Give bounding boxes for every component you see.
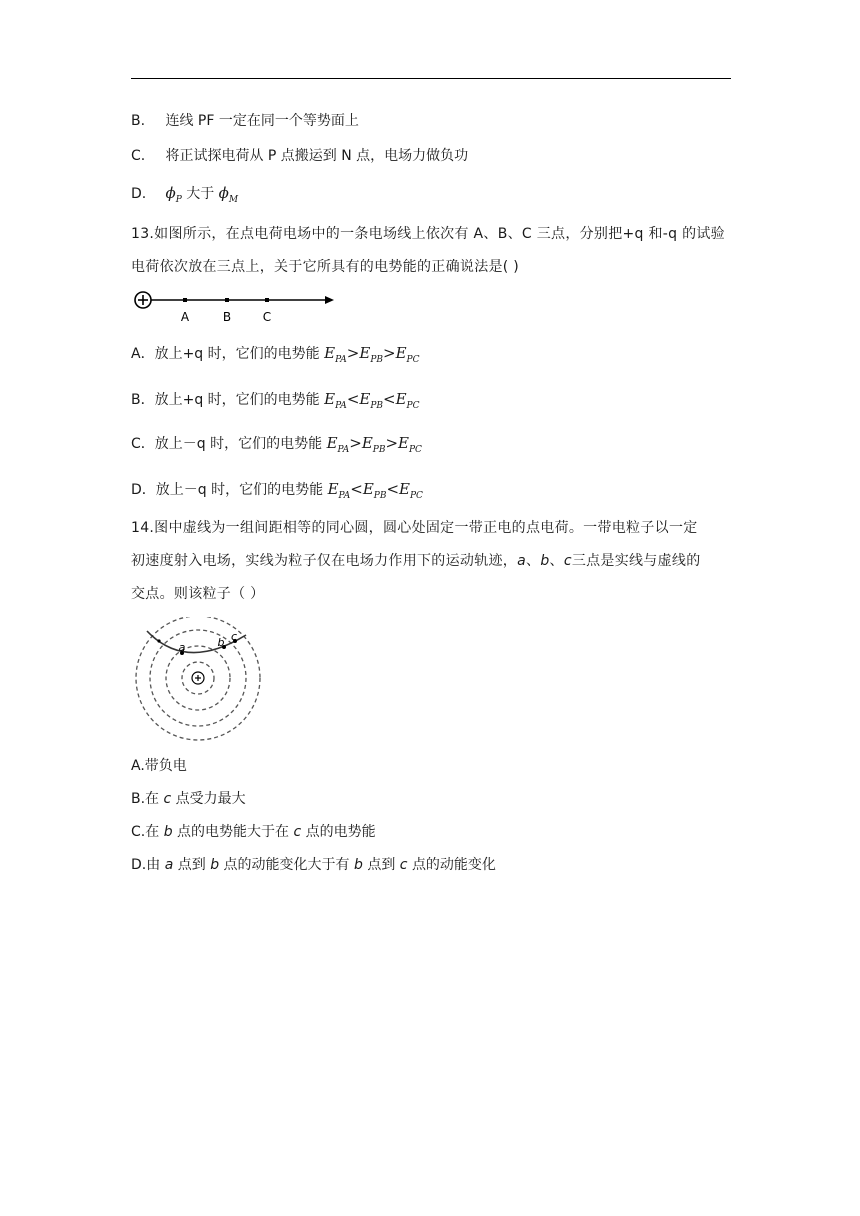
point-b-marker (225, 298, 229, 302)
relation: > (346, 344, 360, 362)
q13-stem-line-1: 13.如图所示，在点电荷电场中的一条电场线上依次有 A、B、C 三点，分别把+q 和-q 的试验 (131, 226, 725, 242)
option-text: D．放上－q 时，它们的电势能 (131, 482, 324, 498)
relation: < (350, 480, 363, 498)
option-text: 连线 PF 一定在同一个等势面上 (165, 113, 359, 129)
relation: > (385, 434, 399, 452)
q12-option-c (131, 146, 468, 166)
q13-stem-line-2: 电荷依次放在三点上，关于它所具有的电势能的正确说法是( ) (131, 259, 520, 275)
q14-option-b: B.在 c 点受力最大 (131, 791, 246, 807)
q13-option-a (131, 343, 419, 370)
point-c-marker (265, 298, 269, 302)
energy-pc: $E_{PC}$ (395, 390, 420, 411)
q14-stem-line-2: 初速度射入电场，实线为粒子仅在电场力作用下的运动轨迹，a、b、c三点是实线与虚线的 (131, 553, 701, 569)
option-label: D. (131, 186, 147, 202)
relation: > (349, 434, 362, 452)
energy-pc: $E_{PC}$ (398, 434, 422, 455)
energy-pb: $E_{PB}$ (361, 434, 386, 455)
q13-field-line-figure (131, 287, 341, 327)
q12-option-b (131, 111, 359, 131)
q13-option-d (131, 479, 423, 506)
energy-pc: $E_{PC}$ (399, 480, 423, 501)
energy-pa: $E_{PA}$ (327, 480, 351, 501)
q14-option-a: A.带负电 (131, 758, 187, 774)
point-b-label: B (222, 310, 232, 324)
option-text: 将正试探电荷从 P 点搬运到 N 点，电场力做负功 (165, 148, 469, 164)
q14-option-d: D.由 a 点到 b 点的动能变化大于有 b 点到 c 点的动能变化 (131, 857, 496, 873)
option-text: A．放上+q 时，它们的电势能 (131, 346, 320, 362)
q14-option-c: C.在 b 点的电势能大于在 c 点的电势能 (131, 824, 376, 840)
energy-pa: $E_{PA}$ (326, 434, 350, 455)
energy-pa: $E_{PA}$ (324, 344, 347, 365)
top-rule (131, 78, 731, 79)
point-a-label: A (180, 310, 190, 324)
option-text: 大于 (186, 186, 215, 202)
q13-option-b (131, 389, 420, 416)
energy-pb: $E_{PB}$ (362, 480, 387, 501)
energy-pb: $E_{PB}$ (359, 390, 384, 411)
arrowhead-icon (325, 296, 334, 304)
relation: < (383, 390, 396, 408)
option-text: C．放上－q 时，它们的电势能 (131, 436, 323, 452)
energy-pc: $E_{PC}$ (395, 344, 420, 365)
q14-stem-line-3: 交点。则该粒子（ ） (131, 586, 265, 602)
option-label: B. (131, 113, 146, 129)
q14-stem-line-1: 14.图中虚线为一组间距相等的同心圆，圆心处固定一带正电的点电荷。一带电粒子以一定 (131, 520, 698, 536)
point-c-label: c (230, 630, 238, 643)
relation: > (383, 344, 396, 362)
energy-pa: $E_{PA}$ (324, 390, 347, 411)
energy-pb: $E_{PB}$ (359, 344, 383, 365)
phi-p-symbol: $\phi_P$ (165, 184, 182, 205)
point-c-label: C (262, 310, 272, 324)
option-text: B．放上+q 时，它们的电势能 (131, 392, 320, 408)
point-a-marker (183, 298, 187, 302)
relation: < (386, 480, 400, 498)
point-b-label: b (217, 636, 225, 649)
phi-m-symbol: $\phi_M$ (218, 184, 239, 205)
option-label: C. (131, 148, 146, 164)
point-a-label: a (178, 641, 186, 654)
q13-option-c (131, 433, 422, 460)
q14-concentric-circles-figure (131, 617, 266, 742)
q12-option-d (131, 183, 238, 210)
relation: < (346, 390, 360, 408)
